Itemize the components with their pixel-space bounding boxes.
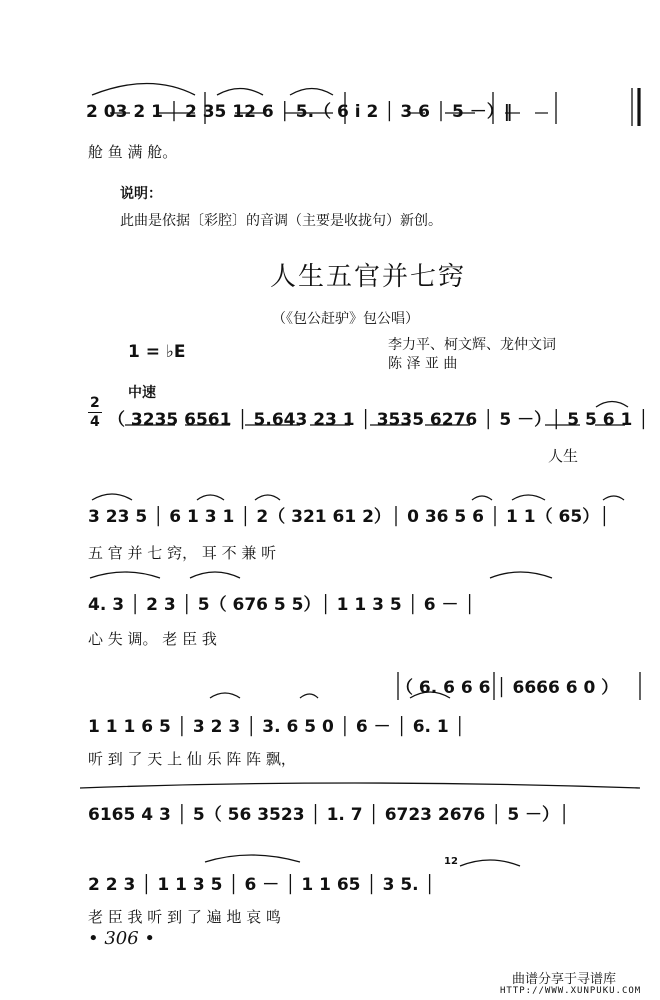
system-1-notes: （ 3235 6561 │ 5.643 23 1 │ 3535 6276 │ 5 －）│ 5 5 6 1 │	[108, 410, 649, 430]
system-2-notes: 3 23 5 │ 6 1 3 1 │ 2（ 321 61 2）│ 0 36 5 6 │ 1 1（ 65）│	[88, 507, 610, 527]
time-signature-top: 2	[90, 395, 100, 411]
system-6-lyrics: 老 臣 我 听 到 了 遍 地 哀 鸣	[88, 908, 281, 926]
time-signature-line	[88, 412, 102, 413]
song-title: 人生五官并七窍	[270, 262, 467, 292]
top-system-notes: 2 03 2 1 │ 2 35 12 6 │ 5.（ 6 i 2 │ 3 6 │ 5 －）‖	[86, 102, 513, 122]
top-system-lyrics: 舱 鱼 满 舱。	[88, 143, 178, 161]
system-6-notes: 2 2 3 │ 1 1 3 5 │ 6 － │ 1 1 65 │ 3 5. │	[88, 875, 435, 895]
time-signature-bottom: 4	[90, 414, 100, 430]
explanation-text: 此曲是依据〔彩腔〕的音调（主要是收拢句）新创。	[120, 213, 442, 229]
system-4-lyrics: 听 到 了 天 上 仙 乐 阵 阵 飘，	[88, 750, 296, 768]
watermark-text: 曲谱分享于寻谱库	[512, 972, 617, 987]
watermark-url: HTTP://WWW.XUNPUKU.COM	[500, 986, 642, 996]
lyricist-credit: 李力平、柯文辉、龙仲文词	[388, 337, 556, 353]
system-3-lyrics: 心 失 调。 老 臣 我	[88, 630, 217, 648]
song-subtitle: （《包公赶驴》包公唱）	[272, 311, 419, 327]
composer-credit: 陈 泽 亚 曲	[388, 356, 458, 372]
explanation-heading: 说明：	[120, 186, 162, 202]
page-number: • 306 •	[88, 928, 156, 949]
system-1-lyrics: 人生	[548, 447, 579, 465]
system-4-notes: 1 1 1 6 5 │ 3 2 3 │ 3. 6 5 0 │ 6 － │ 6. 1 │	[88, 717, 465, 737]
tempo-marking: 中速	[128, 385, 156, 401]
system-5-notes: 6165 4 3 │ 5（ 56 3523 │ 1. 7 │ 6723 2676 │ 5 －）│	[88, 805, 570, 825]
system-6-grace-note: 12	[444, 856, 458, 867]
key-signature: 1 = ♭E	[128, 342, 186, 362]
system-2-lyrics: 五 官 并 七 窍， 耳 不 兼 听	[88, 544, 277, 562]
system-3-notes: 4. 3 │ 2 3 │ 5（ 676 5 5）│ 1 1 3 5 │ 6 － │	[88, 595, 475, 615]
system-4-upper-notes: （ 6. 6 6 6 │ 6666 6 0 ）	[396, 678, 619, 698]
